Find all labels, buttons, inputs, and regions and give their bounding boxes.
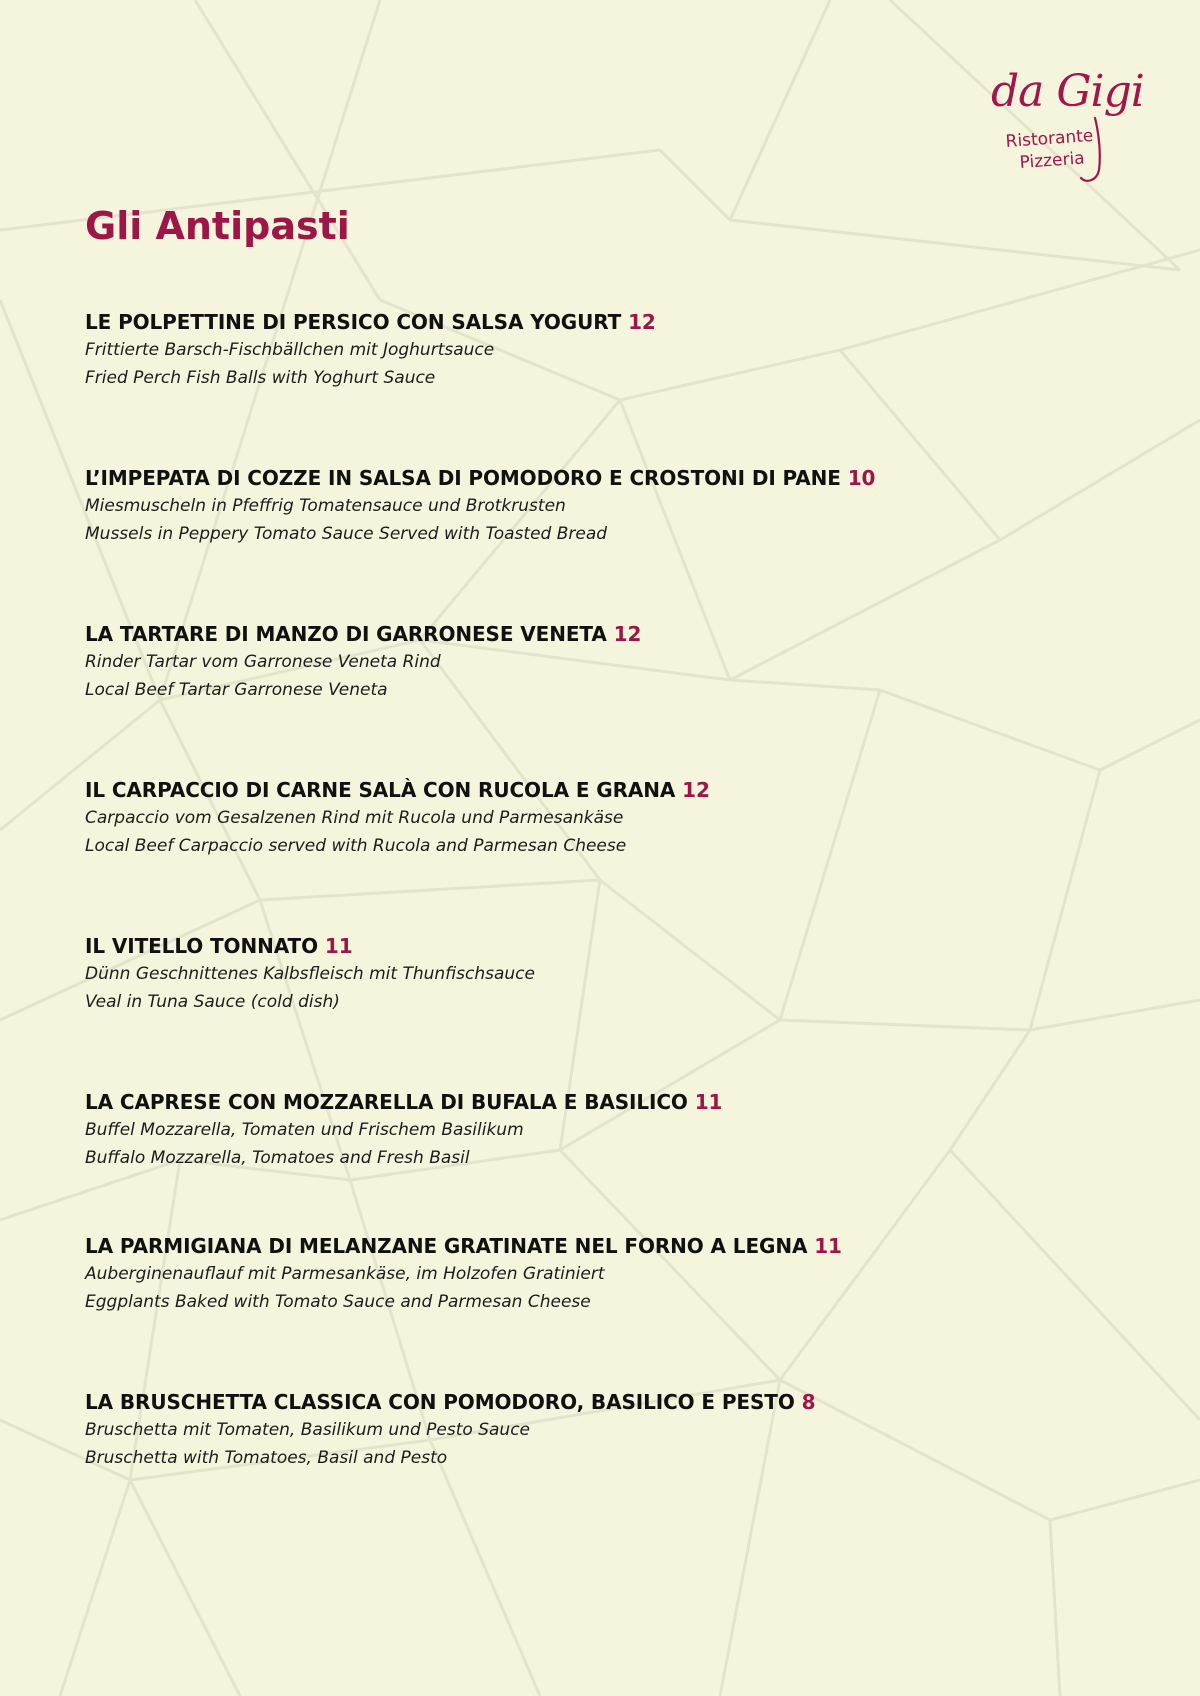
item-desc-german: Bruschetta mit Tomaten, Basilikum und Pesto Sauce: [85, 1420, 530, 1440]
item-name: LA TARTARE DI MANZO DI GARRONESE VENETA: [85, 622, 607, 646]
section-title: Gli Antipasti: [85, 204, 350, 248]
item-title: [85, 932, 1125, 960]
item-desc-english: Mussels in Peppery Tomato Sauce Served with Toasted Bread: [85, 524, 608, 544]
item-name: LA PARMIGIANA DI MELANZANE GRATINATE NEL FORNO A LEGNA: [85, 1234, 808, 1258]
menu-item: [85, 464, 1125, 548]
item-desc-english: Local Beef Tartar Garronese Veneta: [85, 680, 388, 700]
item-name: L’IMPEPATA DI COZZE IN SALSA DI POMODORO E CROSTONI DI PANE: [85, 466, 841, 490]
menu-item: [85, 776, 1125, 860]
item-desc-german: Buffel Mozzarella, Tomaten und Frischem Basilikum: [85, 1120, 524, 1140]
logo-flourish-icon: [1073, 114, 1113, 184]
item-title: [85, 308, 1125, 336]
item-price: 11: [814, 1234, 842, 1258]
item-desc-english: Local Beef Carpaccio served with Rucola and Parmesan Cheese: [85, 836, 627, 856]
item-price: 12: [628, 310, 656, 334]
item-name: LA CAPRESE CON MOZZARELLA DI BUFALA E BASILICO: [85, 1090, 688, 1114]
item-desc-german: Auberginenauflauf mit Parmesankäse, im Holzofen Gratiniert: [85, 1264, 605, 1284]
item-price: 11: [694, 1090, 723, 1114]
logo-ristorante-text: Ristorante: [1005, 125, 1094, 152]
logo-script-text: da Gigi: [991, 66, 1144, 117]
item-title: [85, 1088, 1125, 1116]
item-desc-english: Fried Perch Fish Balls with Yoghurt Sauce: [85, 368, 436, 388]
item-name: LA BRUSCHETTA CLASSICA CON POMODORO, BASILICO E PESTO: [85, 1390, 795, 1414]
item-name: IL VITELLO TONNATO: [85, 934, 319, 958]
logo-pizzeria-text: Pizzeria: [1019, 148, 1086, 173]
menu-item: [85, 1232, 1125, 1316]
item-desc-german: Carpaccio vom Gesalzenen Rind mit Rucola und Parmesankäse: [85, 808, 624, 828]
item-name: LE POLPETTINE DI PERSICO CON SALSA YOGURT: [85, 310, 622, 334]
menu-item: [85, 308, 1125, 392]
item-desc-english: Veal in Tuna Sauce (cold dish): [85, 992, 340, 1012]
item-desc-german: Dünn Geschnittenes Kalbsfleisch mit Thunfischsauce: [85, 964, 535, 984]
restaurant-logo: [985, 66, 1144, 186]
item-title: [85, 464, 1125, 492]
item-title: [85, 1232, 1125, 1260]
menu-item: [85, 1088, 1125, 1172]
menu-item: [85, 1388, 1125, 1472]
item-desc-english: Buffalo Mozzarella, Tomatoes and Fresh Basil: [85, 1148, 470, 1168]
item-desc-german: Miesmuscheln in Pfeffrig Tomatensauce und Brotkrusten: [85, 496, 566, 516]
item-price: 8: [801, 1390, 816, 1414]
item-desc-english: Eggplants Baked with Tomato Sauce and Parmesan Cheese: [85, 1292, 591, 1312]
item-price: 12: [613, 622, 642, 646]
item-title: [85, 1388, 1125, 1416]
item-title: [85, 620, 1125, 648]
item-desc-german: Frittierte Barsch-Fischbällchen mit Joghurtsauce: [85, 340, 495, 360]
item-price: 10: [847, 466, 876, 490]
menu-item: [85, 620, 1125, 704]
item-price: 12: [682, 778, 710, 802]
item-name: IL CARPACCIO DI CARNE SALÀ CON RUCOLA E GRANA: [85, 778, 676, 802]
item-title: [85, 776, 1125, 804]
menu-item: [85, 932, 1125, 1016]
item-desc-german: Rinder Tartar vom Garronese Veneta Rind: [85, 652, 441, 672]
item-desc-english: Bruschetta with Tomatoes, Basil and Pesto: [85, 1448, 448, 1468]
item-price: 11: [324, 934, 353, 958]
